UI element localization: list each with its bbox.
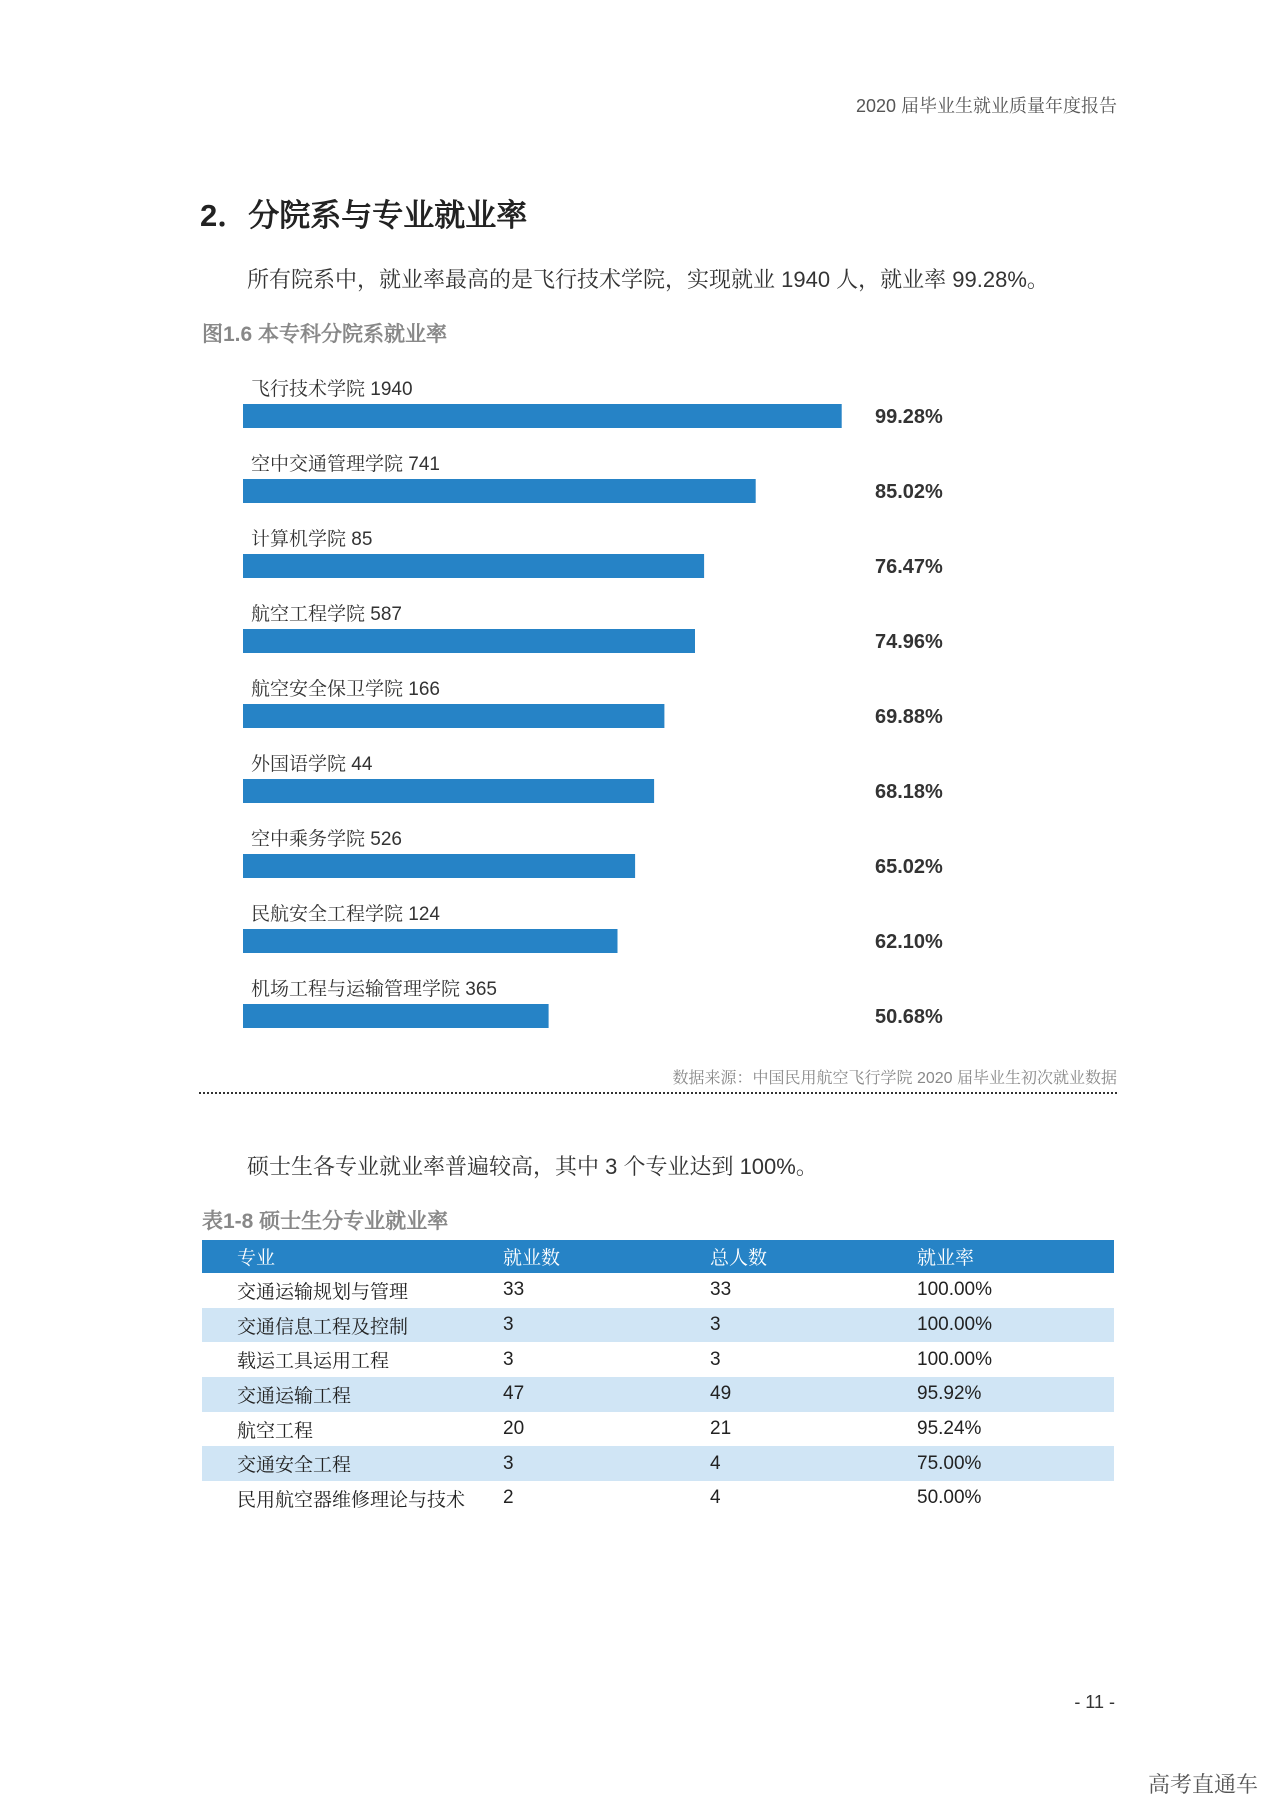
bar [243, 479, 756, 503]
bar-value-label: 74.96% [875, 631, 943, 653]
bar [243, 704, 664, 728]
cell-total: 33 [675, 1273, 882, 1308]
page-number: - 11 - [1074, 1692, 1115, 1712]
bar-category-label: 外国语学院 44 [251, 754, 373, 775]
table-row [202, 1446, 1114, 1481]
bar-value-label: 69.88% [875, 706, 943, 728]
section-title: 2．分院系与专业就业率 [200, 198, 528, 233]
chart-source-note: 数据来源：中国民用航空飞行学院 2020 届毕业生初次就业数据 [672, 1070, 1117, 1087]
cell-major: 交通运输工程 [202, 1377, 468, 1412]
bar [243, 854, 635, 878]
bar [243, 629, 695, 653]
cell-major: 交通信息工程及控制 [202, 1308, 468, 1343]
cell-major: 航空工程 [202, 1412, 468, 1447]
cell-rate: 100.00% [882, 1273, 1114, 1308]
cell-major: 交通安全工程 [202, 1446, 468, 1481]
cell-total: 3 [675, 1308, 882, 1343]
watermark-logo-text: 高考直通车 [1147, 1772, 1258, 1797]
bar [243, 404, 842, 428]
column-header-total: 总人数 [675, 1240, 882, 1273]
bar-value-label: 50.68% [875, 1006, 943, 1028]
cell-total: 4 [675, 1446, 882, 1481]
cell-total: 4 [675, 1481, 882, 1516]
cell-employed: 3 [468, 1342, 675, 1377]
cell-rate: 95.24% [882, 1412, 1114, 1447]
table-row [202, 1273, 1114, 1308]
cell-total: 49 [675, 1377, 882, 1412]
table-intro-paragraph: 硕士生各专业就业率普遍较高，其中 3 个专业达到 100%。 [247, 1154, 818, 1179]
bar-category-label: 飞行技术学院 1940 [251, 379, 413, 400]
table-row [202, 1308, 1114, 1343]
table-row [202, 1412, 1114, 1447]
table-header-row [202, 1240, 1114, 1273]
cell-rate: 100.00% [882, 1342, 1114, 1377]
section-divider [199, 1092, 1117, 1094]
table-row [202, 1377, 1114, 1412]
table-row [202, 1342, 1114, 1377]
table-caption: 表1-8 硕士生分专业就业率 [202, 1210, 449, 1233]
cell-rate: 75.00% [882, 1446, 1114, 1481]
bar [243, 779, 654, 803]
bar-category-label: 民航安全工程学院 124 [251, 904, 440, 925]
cell-employed: 47 [468, 1377, 675, 1412]
bar [243, 929, 618, 953]
bar-value-label: 65.02% [875, 856, 943, 878]
bar [243, 554, 704, 578]
cell-employed: 20 [468, 1412, 675, 1447]
cell-major: 交通运输规划与管理 [202, 1273, 468, 1308]
column-header-major: 专业 [202, 1240, 468, 1273]
cell-employed: 3 [468, 1308, 675, 1343]
cell-rate: 50.00% [882, 1481, 1114, 1516]
report-header-title: 2020 届毕业生就业质量年度报告 [855, 96, 1117, 116]
cell-employed: 3 [468, 1446, 675, 1481]
cell-employed: 33 [468, 1273, 675, 1308]
bar-value-label: 99.28% [875, 406, 943, 428]
bar-value-label: 76.47% [875, 556, 943, 578]
table-row [202, 1481, 1114, 1516]
bar-category-label: 空中交通管理学院 741 [251, 454, 440, 475]
column-header-rate: 就业率 [882, 1240, 1114, 1273]
cell-total: 21 [675, 1412, 882, 1447]
cell-major: 载运工具运用工程 [202, 1342, 468, 1377]
bar-value-label: 85.02% [875, 481, 943, 503]
bar-category-label: 计算机学院 85 [251, 529, 373, 550]
cell-rate: 95.92% [882, 1377, 1114, 1412]
bar-value-label: 62.10% [875, 931, 943, 953]
bar-value-label: 68.18% [875, 781, 943, 803]
cell-major: 民用航空器维修理论与技术 [202, 1481, 468, 1516]
bar-category-label: 航空安全保卫学院 166 [251, 679, 440, 700]
employment-rate-bar-chart [0, 370, 1280, 1040]
intro-paragraph: 所有院系中，就业率最高的是飞行技术学院，实现就业 1940 人，就业率 99.28%。 [247, 267, 1049, 292]
bar-category-label: 航空工程学院 587 [251, 604, 402, 625]
column-header-employed: 就业数 [468, 1240, 675, 1273]
figure-caption: 图1.6 本专科分院系就业率 [202, 323, 448, 346]
bar-category-label: 机场工程与运输管理学院 365 [251, 979, 497, 1000]
graduate-employment-table [202, 1240, 1114, 1516]
cell-rate: 100.00% [882, 1308, 1114, 1343]
bar [243, 1004, 549, 1028]
bar-category-label: 空中乘务学院 526 [251, 829, 402, 850]
cell-employed: 2 [468, 1481, 675, 1516]
cell-total: 3 [675, 1342, 882, 1377]
